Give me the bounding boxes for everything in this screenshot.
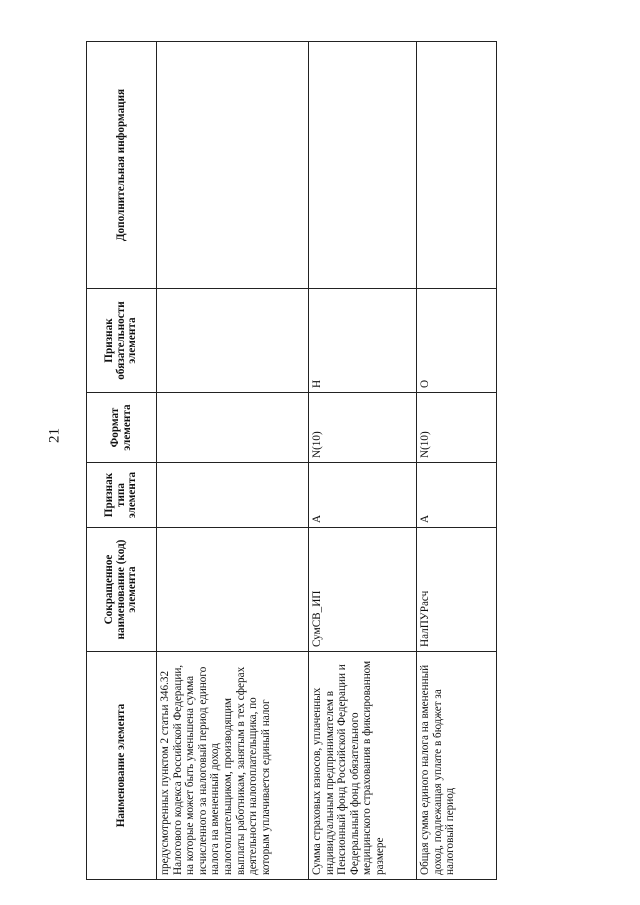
cell-name: Сумма страховых взносов, уплаченных индивидуальным предпринимателем в Пенсионный фонд Российской Федерации и Федеральный фонд обязательного медицинского страхования в фиксированном размере	[309, 652, 417, 880]
cell-format: N(10)	[309, 393, 417, 463]
cell-format: N(10)	[417, 393, 497, 463]
cell-type	[157, 463, 309, 528]
header-code: Сокращенное наименование (код) элемента	[87, 528, 157, 652]
table-row	[157, 42, 309, 880]
table-header-row	[87, 42, 157, 880]
cell-name: предусмотренных пунктом 2 статьи 346.32 Налогового кодекса Российской Федерации, на которые может быть уменьшена сумма исчисленного за налоговый период единого налога на вмененный доход налогоплательщиком, производящим выплаты работникам, занятым в тех сферах деятельности налогоплательщика, по которым уплачивается единый налог	[157, 652, 309, 880]
page-number: 21	[46, 428, 63, 443]
header-required: Признак обязательности элемента	[87, 289, 157, 393]
header-type: Признак типа элемента	[87, 463, 157, 528]
header-info: Дополнительная информация	[87, 42, 157, 289]
cell-code: СумСВ_ИП	[309, 528, 417, 652]
cell-type: А	[309, 463, 417, 528]
header-name: Наименование элемента	[87, 652, 157, 880]
table-row	[417, 42, 497, 880]
cell-required: О	[417, 289, 497, 393]
cell-required: Н	[309, 289, 417, 393]
cell-required	[157, 289, 309, 393]
table-wrapper	[86, 42, 496, 880]
cell-info	[157, 42, 309, 289]
cell-name: Общая сумма единого налога на вмененный доход, подлежащая уплате в бюджет за налоговый период	[417, 652, 497, 880]
cell-type: А	[417, 463, 497, 528]
header-format: Формат элемента	[87, 393, 157, 463]
cell-code: НалПУРасч	[417, 528, 497, 652]
cell-info	[309, 42, 417, 289]
table-row	[309, 42, 417, 880]
element-table	[86, 41, 497, 880]
cell-format	[157, 393, 309, 463]
cell-code	[157, 528, 309, 652]
cell-info	[417, 42, 497, 289]
